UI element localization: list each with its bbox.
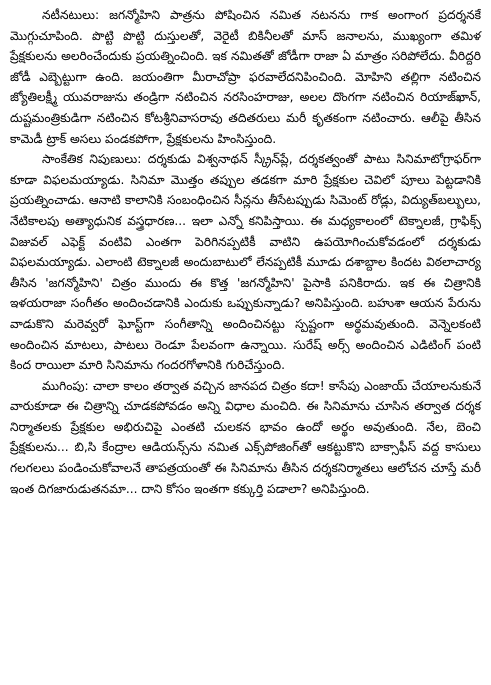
paragraph-cast-performance: నటీనటులు: జగన్మోహిని పాత్రను పోషించిన నమిత నటనను గాక అంగాంగ ప్రదర్శనకే మొగ్గుచూపింది. పొట్టి పొట్టి దుస్తులతో, వెరైటీ బికినీలతో మాస్ జనాలను, ముఖ్యంగా తమిళ ప్రేక్షకులను అలరించేందుకు ప్రయత్నించింది. ఇక నమితతో జోడీగా రాజా ఏ మాత్రం సరిపోలేదు. వీరిద్దరి జోడీ ఎబ్బెట్టుగా ఉంది. జయంతిగా మీరాచోప్రా ఫరవాలేదనిపించింది. మోహిని తల్లిగా నటించిన జ్యోతిలక్ష్మీ యువరాజును తండ్రిగా నటించిన నరసింహరాజు, అలల దొంగగా నటించిన రియాజ్‌ఖాన్, దుష్టమంత్రికుడిగా నటించిన కోటశ్రీనివాసరావు తదితరులు మరీ కృతకంగా నటించారు. ఆలీపై తీసిన కామెడీ ట్రాక్ అసలు పండకపోగా, ప్రేక్షకులను హింసిస్తుంది. [10, 8, 481, 146]
paragraph-technical-crew: సాంకేతిక నిపుణులు: దర్శకుడు విశ్వనాథన్ స్క్రీన్‌ప్లే, దర్శకత్వంతో పాటు సినిమాటోగ్రాఫర్‌గా కూడా విఫలమయ్యాడు. సినిమా మొత్తం తప్పుల తడకగా మారి ప్రేక్షకుల చెవిలో పూలు పెట్టడానికి ప్రయత్నించాడు. ఆనాటి కాలానికి సంబంధించిన సీన్లను తీసేటప్పుడు సిమెంట్ రోడ్లు, విద్యుత్‌బల్బులు, నేటికాలపు అత్యాధునిక వస్త్రధారణ... ఇలా ఎన్నో కనిపిస్తాయి. ఈ మధ్యకాలంలో టెక్నాలజీ, గ్రాఫిక్స్ విజువల్ ఎఫెక్ట్ వంటివి ఎంతగా పెరిగినప్పటికీ వాటిని ఉపయోగించుకోవడంలో దర్శకుడు విఫలమయ్యాడు. ఎలాంటి టెక్నాలజీ అందుబాటులో లేనప్పటికీ మూడు దశాబ్దాల కిందట విఠలాచార్య తీసిన 'జగన్మోహిని' చిత్రం ముందు ఈ కొత్త 'జగన్మోహిని' పైసాకి పనికిరాదు. ఇక ఈ చిత్రానికి ఇళయరాజా సంగీతం అందించడానికి ఎందుకు ఒప్పుకున్నాడు? అనిపిస్తుంది. బహుశా ఆయన పేరును వాడుకొని మరెవ్వరో ఘోస్ట్‌గా సంగీతాన్ని అందించినట్టు స్పష్టంగా అర్థమవుతుంది. వెన్నెలకంటి అందించిన మాటలు, పాటలు రెండూ పేలవంగా ఉన్నాయి. సురేష్ అర్స్ అందించిన ఎడిటింగ్ పంటి కింద రాయిలా మారి సినిమాను గందరగోళానికి గురిచేస్తుంది. [10, 152, 481, 373]
paragraph-conclusion: ముగింపు: చాలా కాలం తర్వాత వచ్చిన జానపద చిత్రం కదా! కాసేపు ఎంజాయ్ చేయాలనుకునే వారుకూడా ఈ చిత్రాన్ని చూడకపోవడం అన్ని విధాల మంచిది. ఈ సినిమాను చూసిన తర్వాత దర్శక నిర్మాతలకు ప్రేక్షకుల అభిరుచిపై ఎంతటి చులకన భావం ఉందో అర్థం అవుతుంది. నేల, బెంచి ప్రేక్షకులను... బి,సి కేంద్రాల ఆడియన్స్‌ను నమిత ఎక్స్‌పోజింగ్‌తో ఆకట్టుకొని బాక్సాఫీస్ వద్ద కాసులు గలగలలు పండించుకోవాలనే తాపత్రయంతో ఈ సినిమాను తీసిన దర్శకనిర్మాతలు ఆలోచన చూస్తే మరీ ఇంత దిగజారుడుతనమా... దాని కోసం ఇంతగా కక్కుర్తి పడాలా? అనిపిస్తుంది. [10, 378, 481, 496]
